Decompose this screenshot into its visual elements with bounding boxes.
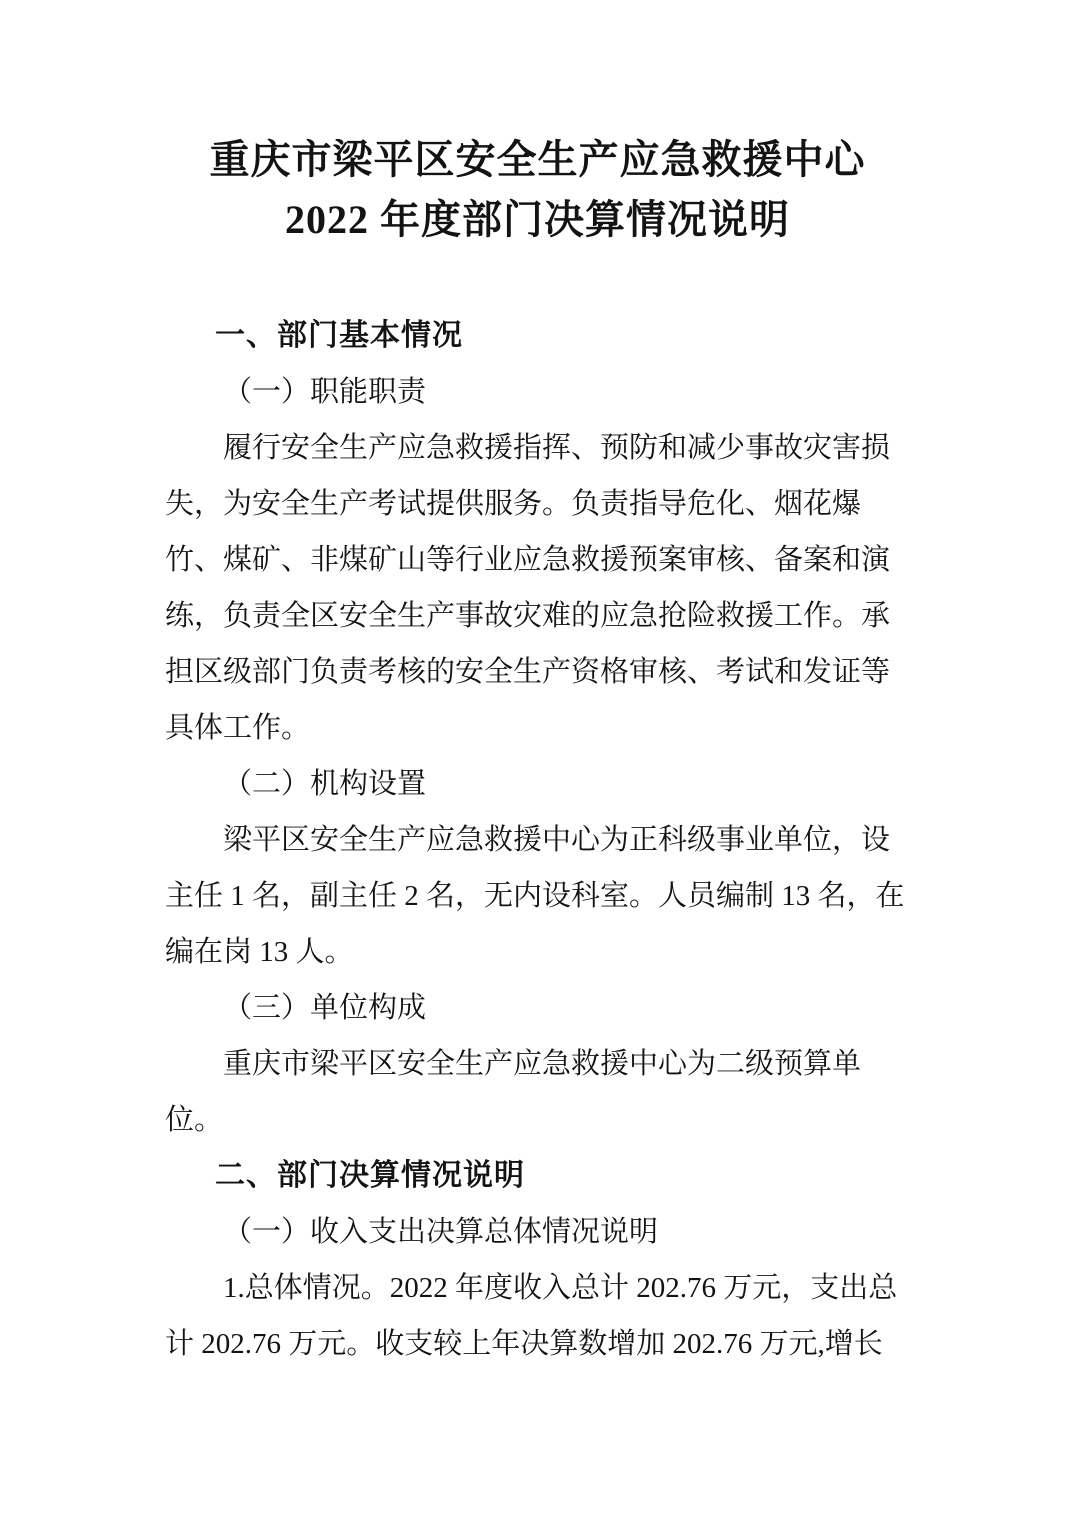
section-heading: 一、部门基本情况 [215, 319, 463, 352]
paragraph-line: 失，为安全生产考试提供服务。负责指导危化、烟花爆 [165, 488, 862, 520]
paragraph-line: 计 202.76 万元。收支较上年决算数增加 202.76 万元,增长 [165, 1328, 883, 1360]
paragraph-line: 1.总体情况。2022 年度收入总计 202.76 万元，支出总 [223, 1272, 898, 1304]
document-title [0, 130, 1075, 250]
paragraph-line: 主任 1 名，副主任 2 名，无内设科室。人员编制 13 名，在 [165, 880, 905, 912]
paragraph-line: 担区级部门负责考核的安全生产资格审核、考试和发证等 [165, 656, 891, 688]
document-body [165, 308, 955, 1372]
paragraph-line: 竹、煤矿、非煤矿山等行业应急救援预案审核、备案和演 [165, 544, 891, 576]
paragraph-line: 履行安全生产应急救援指挥、预防和减少事故灾害损 [223, 432, 891, 464]
sub-heading: （一）职能职责 [223, 376, 427, 408]
paragraph-line: 位。 [165, 1104, 224, 1136]
paragraph-line: 练，负责全区安全生产事故灾难的应急抢险救援工作。承 [165, 600, 891, 632]
paragraph-line: 梁平区安全生产应急救援中心为正科级事业单位，设 [223, 824, 891, 856]
paragraph-line: 编在岗 13 人。 [165, 936, 354, 968]
sub-heading: （三）单位构成 [223, 992, 427, 1024]
paragraph-line: 重庆市梁平区安全生产应急救援中心为二级预算单 [223, 1048, 862, 1080]
paragraph-line: 具体工作。 [165, 712, 311, 744]
section-heading: 二、部门决算情况说明 [215, 1159, 525, 1192]
sub-heading: （二）机构设置 [223, 768, 427, 800]
title-line-1: 重庆市梁平区安全生产应急救援中心 [209, 137, 866, 182]
title-line-2: 2022 年度部门决算情况说明 [285, 197, 790, 242]
sub-heading: （一）收入支出决算总体情况说明 [223, 1216, 659, 1248]
